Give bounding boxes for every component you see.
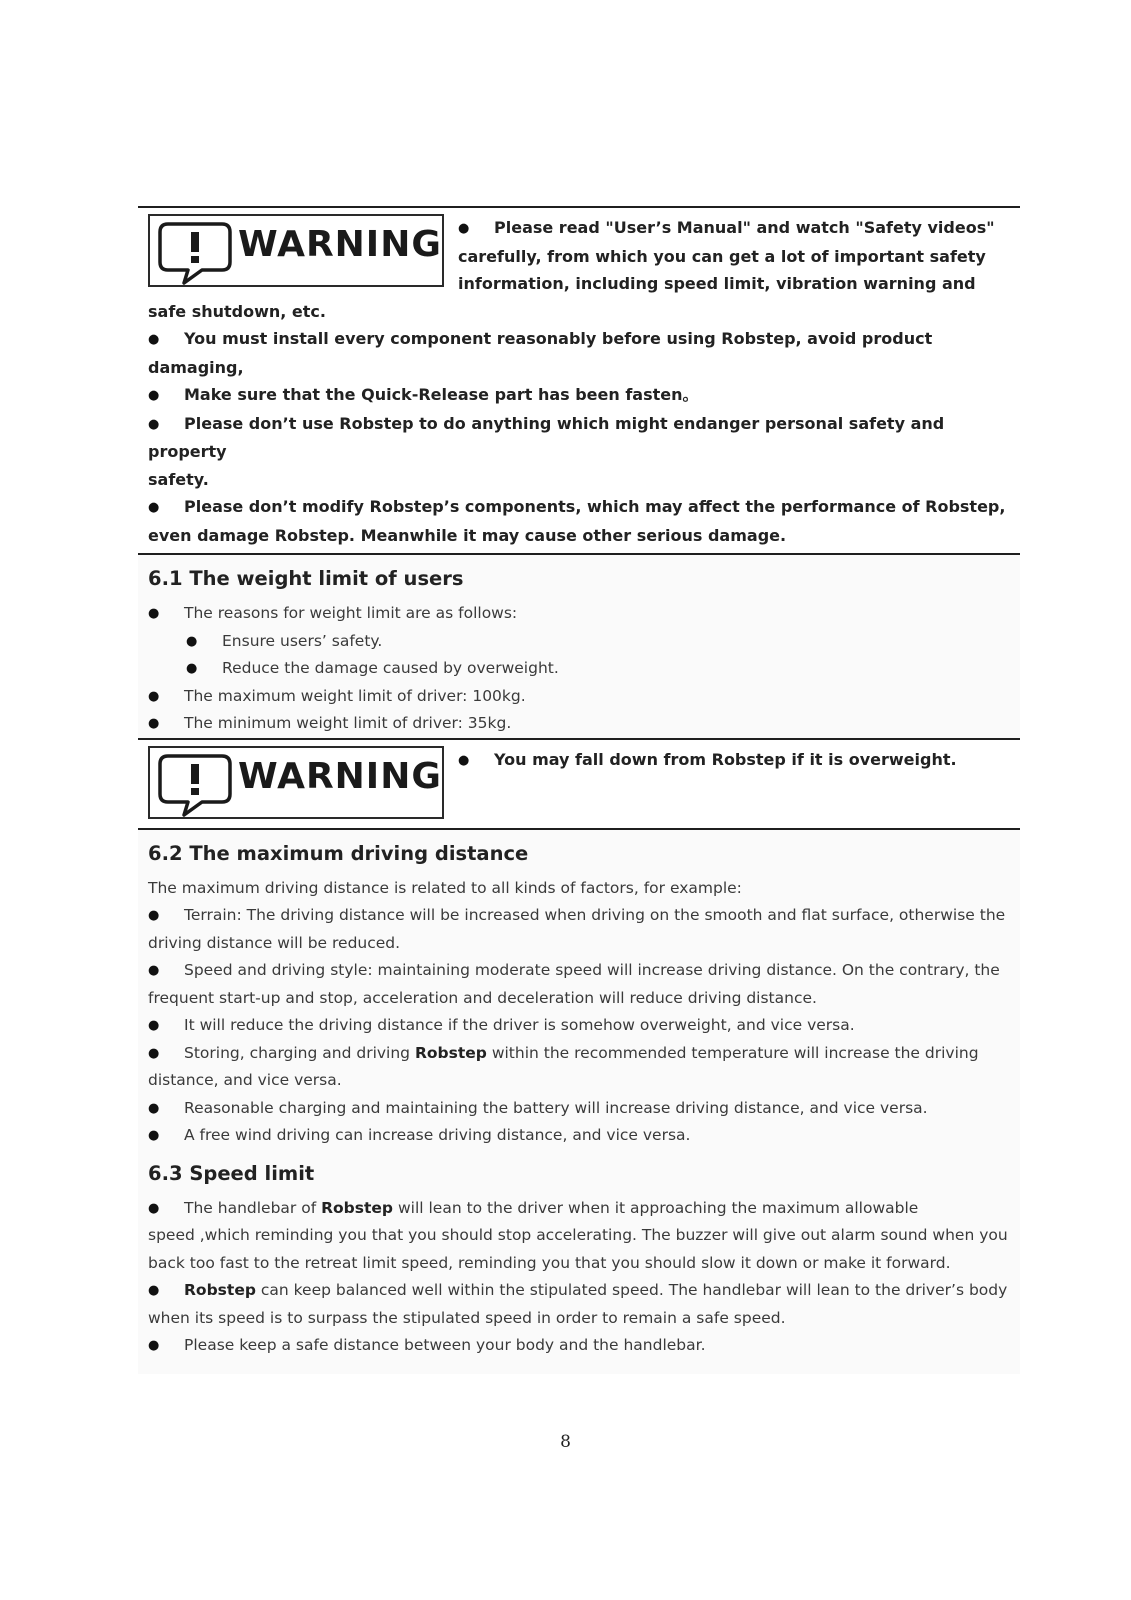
bullet: ● bbox=[186, 633, 198, 649]
list-item-text: The maximum weight limit of driver: 100kg. bbox=[184, 686, 526, 705]
list-item-text: Ensure users’ safety. bbox=[222, 631, 383, 650]
list-item bbox=[148, 683, 1010, 711]
bullet: ● bbox=[148, 688, 160, 704]
bullet: ● bbox=[148, 332, 160, 347]
paragraph: The maximum driving distance is related to all kinds of factors, for example: bbox=[148, 878, 742, 897]
warning-bullet-text: Make sure that the Quick-Release part has been fasten。 bbox=[184, 385, 699, 404]
bullet: ● bbox=[148, 963, 160, 978]
list-item bbox=[148, 600, 1010, 628]
bullet: ● bbox=[148, 388, 160, 403]
list-item bbox=[148, 1195, 1010, 1223]
list-item-text: It will reduce the driving distance if the driver is somehow overweight, and vice versa. bbox=[184, 1016, 855, 1034]
list-item-text: Please keep a safe distance between your body and the handlebar. bbox=[184, 1336, 706, 1354]
bullet: ● bbox=[148, 1100, 160, 1116]
list-item bbox=[148, 1040, 1010, 1068]
warning-text-line: carefully, from which you can get a lot of important safety bbox=[458, 246, 986, 266]
section-body bbox=[148, 600, 1010, 738]
warning-bullet-continuation: even damage Robstep. Meanwhile it may cause other serious damage. bbox=[148, 525, 787, 545]
list-item-continuation: speed ,which reminding you that you should stop accelerating. The buzzer will give out alarm sound when you bbox=[148, 1226, 1008, 1244]
warning-block-1 bbox=[138, 208, 1020, 553]
warning-bullet-continuation: safety. bbox=[148, 469, 209, 489]
list-item-text: Terrain: The driving distance will be increased when driving on the smooth and flat surface, otherwise the bbox=[184, 906, 1006, 924]
page-content bbox=[138, 206, 1020, 1374]
bullet: ● bbox=[148, 1128, 160, 1143]
warning-bullet bbox=[148, 325, 1010, 381]
warning-bullet bbox=[148, 381, 1010, 410]
warning-bullet-text: Please don’t use Robstep to do anything which might endanger personal safety and property bbox=[148, 413, 945, 461]
list-item-text: Reasonable charging and maintaining the battery will increase driving distance, and vice versa. bbox=[184, 1098, 928, 1117]
list-item-continuation: back too fast to the retreat limit speed, reminding you that you should slow it down or make it forward. bbox=[148, 1253, 951, 1272]
list-item-text: within the recommended temperature will increase the driving bbox=[486, 1043, 979, 1062]
sub-list-item bbox=[148, 655, 1010, 683]
warning-badge bbox=[148, 214, 444, 287]
list-item-continuation: driving distance will be reduced. bbox=[148, 933, 401, 952]
list-item-text: Reduce the damage caused by overweight. bbox=[222, 659, 559, 677]
warning-label: WARNING bbox=[238, 224, 442, 265]
bullet: ● bbox=[148, 1045, 160, 1061]
section-6-1 bbox=[138, 555, 1020, 738]
bullet: ● bbox=[148, 606, 160, 621]
section-6-2 bbox=[138, 830, 1020, 1150]
list-item-text: A free wind driving can increase driving distance, and vice versa. bbox=[184, 1126, 691, 1144]
warning-text-line: safe shutdown, etc. bbox=[148, 301, 326, 321]
list-item bbox=[148, 1332, 1010, 1360]
list-item-continuation: distance, and vice versa. bbox=[148, 1071, 342, 1089]
warning-text-line: information, including speed limit, vibration warning and bbox=[458, 274, 976, 293]
section-body bbox=[148, 1195, 1010, 1374]
list-item-continuation: frequent start-up and stop, acceleration and deceleration will reduce driving distance. bbox=[148, 988, 817, 1007]
list-item-text: The reasons for weight limit are as follows: bbox=[184, 604, 518, 622]
bullet: ● bbox=[186, 661, 198, 676]
list-item-text: Storing, charging and driving bbox=[184, 1043, 415, 1062]
list-item-continuation: when its speed is to surpass the stipulated speed in order to remain a safe speed. bbox=[148, 1308, 786, 1327]
section-body bbox=[148, 875, 1010, 1150]
page-number: 8 bbox=[560, 1432, 571, 1452]
warning-text-line: Please read "User’s Manual" and watch "Safety videos" bbox=[494, 218, 995, 237]
list-item bbox=[148, 1012, 1010, 1040]
list-item-text: will lean to the driver when it approaching the maximum allowable bbox=[393, 1198, 919, 1217]
bullet: ● bbox=[148, 716, 160, 731]
brand-name: Robstep bbox=[184, 1281, 256, 1299]
sub-list-item bbox=[148, 628, 1010, 656]
bullet: ● bbox=[458, 752, 470, 768]
bullet: ● bbox=[148, 416, 160, 432]
list-item-text: can keep balanced well within the stipulated speed. The handlebar will lean to the driver’s body bbox=[255, 1281, 1008, 1299]
warning-block-2 bbox=[138, 740, 1020, 828]
warning-bullet-text: Please don’t modify Robstep’s components, which may affect the performance of Robstep, bbox=[184, 497, 1006, 516]
list-item bbox=[148, 957, 1010, 985]
bullet: ● bbox=[148, 500, 160, 515]
list-item bbox=[148, 1122, 1010, 1150]
section-6-3 bbox=[138, 1150, 1020, 1374]
warning-bullet-text: You must install every component reasonably before using Robstep, avoid product damaging, bbox=[148, 329, 933, 377]
brand-name: Robstep bbox=[414, 1043, 487, 1062]
list-item-text: Speed and driving style: maintaining moderate speed will increase driving distance. On the contrary, the bbox=[184, 961, 1000, 979]
warning-bubble-icon bbox=[158, 752, 236, 818]
warning-bullet bbox=[148, 493, 1010, 522]
bullet: ● bbox=[148, 1200, 160, 1216]
bullet: ● bbox=[148, 1338, 160, 1353]
warning-bullet-text: You may fall down from Robstep if it is overweight. bbox=[494, 749, 957, 769]
list-item bbox=[148, 1277, 1010, 1305]
bullet: ● bbox=[148, 1018, 160, 1033]
brand-name: Robstep bbox=[321, 1198, 394, 1217]
list-item-text: The handlebar of bbox=[184, 1198, 322, 1217]
section-heading: 6.3 Speed limit bbox=[148, 1161, 315, 1185]
list-item-text: The minimum weight limit of driver: 35kg. bbox=[184, 714, 512, 732]
list-item bbox=[148, 1095, 1010, 1123]
bullet: ● bbox=[458, 221, 470, 236]
warning-bullet bbox=[148, 410, 1010, 466]
bullet: ● bbox=[148, 908, 160, 923]
warning-bubble-icon bbox=[158, 220, 236, 286]
section-heading: 6.1 The weight limit of users bbox=[148, 567, 464, 590]
warning-label: WARNING bbox=[238, 755, 442, 797]
list-item bbox=[148, 710, 1010, 738]
bullet: ● bbox=[148, 1283, 160, 1298]
warning-badge bbox=[148, 746, 444, 819]
list-item bbox=[148, 902, 1010, 930]
section-heading: 6.2 The maximum driving distance bbox=[148, 841, 529, 865]
